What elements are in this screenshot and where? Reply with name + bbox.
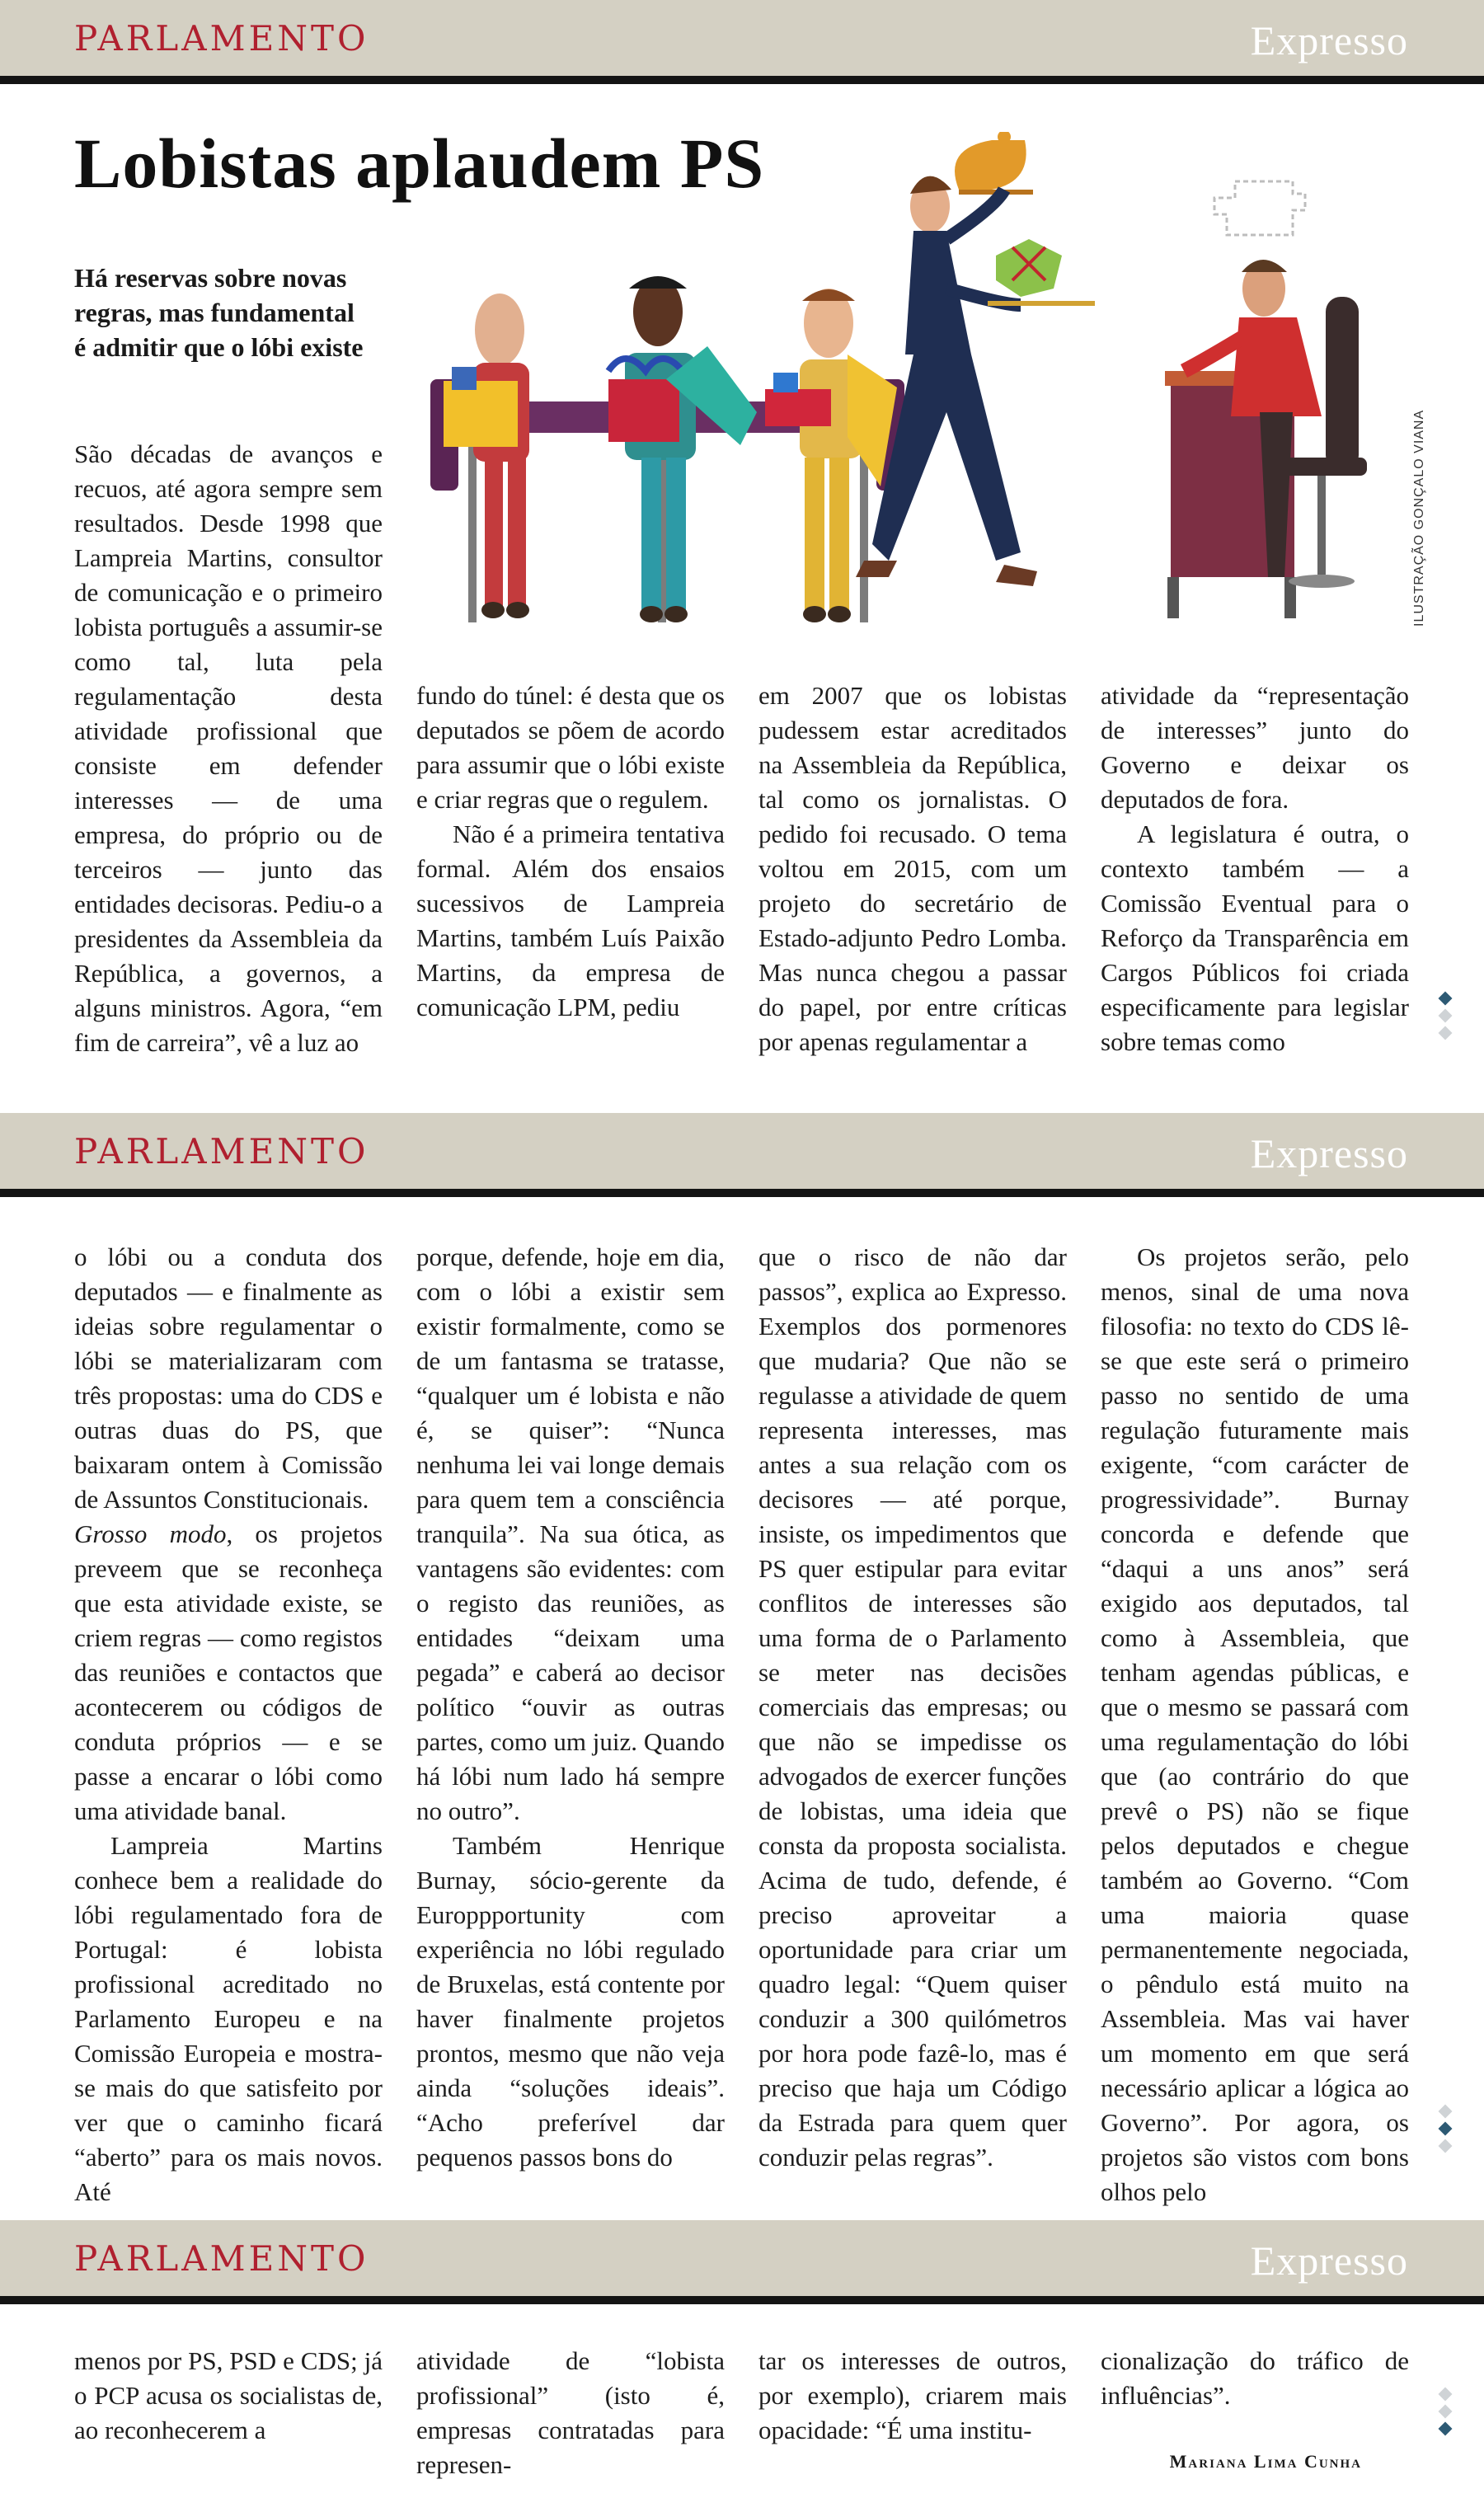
page1-column-4 xyxy=(1101,678,1409,1059)
page-dot-1[interactable] xyxy=(1439,2388,1453,2402)
page3-column-3 xyxy=(758,2344,1067,2448)
paragraph: tar os interesses de outros, por exemplo), criarem mais opacidade: “É uma institu- xyxy=(758,2346,1067,2444)
paragraph: cionalização do tráfico de influências”. xyxy=(1101,2346,1409,2410)
paragraph: o lóbi ou a conduta dos deputados — e finalmente as ideias sobre regulamentar o lóbi se materializaram com três propostas: uma do CDS e outras duas do PS, que baixaram ontem à Comissão de Assuntos Constitucionais. xyxy=(74,1242,383,1514)
page2-column-3 xyxy=(758,1240,1067,2175)
section-label: PARLAMENTO xyxy=(74,2238,369,2279)
page-header xyxy=(0,0,1484,84)
paragraph: atividade da “representação de interesses” junto do Governo e deixar os deputados de fora. xyxy=(1101,681,1409,814)
page-dot-3[interactable] xyxy=(1439,1026,1453,1040)
paragraph: em 2007 que os lobistas pudessem estar acreditados na Assembleia da República, tal como os jornalistas. O pedido foi recusado. O tema voltou em 2015, com um projeto do secretário de Estado-adjunto Pedro Lomba. Mas nunca chegou a passar do papel, por entre críticas por apenas regulamentar a xyxy=(758,681,1067,1056)
page-dot-1[interactable] xyxy=(1439,2105,1453,2119)
page-indicator[interactable] xyxy=(1439,2106,1451,2158)
lobbyist-figure-2 xyxy=(608,276,757,622)
paragraph: Não é a primeira tentativa formal. Além dos ensaios sucessivos de Lampreia Martins, também Luís Paixão Martins, da empresa de comunicação LPM, pediu xyxy=(416,819,725,1021)
article-headline: Lobistas aplaudem PS xyxy=(74,124,765,203)
page-dot-1[interactable] xyxy=(1439,992,1453,1006)
paragraph: Lampreia Martins conhece bem a realidade do lóbi regulamentado fora de Portugal: é lobista profissional acreditado no Parlamento Europeu e na Comissão Europeia e mostra-se mais do que satisfeito por ver que o caminho ficará “aberto” para os mais novos. Até xyxy=(74,1831,383,2206)
page1-column-1 xyxy=(74,437,383,1060)
page-2 xyxy=(0,1113,1484,2220)
page-dot-3[interactable] xyxy=(1439,2139,1453,2153)
illustration-credit: ILUSTRAÇÃO GONÇALO VIANA xyxy=(1412,409,1426,627)
paragraph: Os projetos serão, pelo menos, sinal de uma nova filosofia: no texto do CDS lê-se que este será o primeiro passo no sentido de uma regulação futuramente mais exigente, “com carácter de progressividade”. Burnay concorda e defende que “daqui a uns anos” será exigido aos deputados, tal como à Assembleia, que tenham agendas públicas, e que o mesmo se passará com uma regulamentação do lóbi que (ao contrário do que prevê o PS) não se fique pelos deputados e chegue também ao Governo. “Com uma maioria quase permanentemente negociada, o pêndulo está muito na Assembleia. Mas vai haver um momento em que será necessário aplicar a lógica ao Governo”. Por agora, os projetos são vistos com bons olhos pelo xyxy=(1101,1242,1409,2206)
paragraph: atividade de “lobista profissional” (isto é, empresas contratadas para represen- xyxy=(416,2346,725,2479)
page2-column-1 xyxy=(74,1240,383,2209)
paragraph: porque, defende, hoje em dia, com o lóbi a existir sem existir formalmente, como se de um fantasma se tratasse, “qualquer um é lobista e não é, se quiser”: “Nunca nenhuma lei vai longe demais para quem tem a consciência tranquila”. Na sua ótica, as vantagens são evidentes: com o registo das reuniões, as entidades “deixam uma pegada” e caberá ao decisor político “ouvir as outras partes, como um juiz. Quando há lóbi num lado há sempre no outro”. xyxy=(416,1242,725,1825)
page-dot-2[interactable] xyxy=(1439,2122,1453,2136)
page-dot-2[interactable] xyxy=(1439,2405,1453,2419)
paragraph: A legislatura é outra, o contexto também — a Comissão Eventual para o Reforço da Transparência em Cargos Públicos foi criada especificamente para legislar sobre temas como xyxy=(1101,819,1409,1056)
publication-logo[interactable]: Expresso xyxy=(1250,17,1408,63)
page1-column-2 xyxy=(416,678,725,1025)
publication-logo[interactable]: Expresso xyxy=(1250,1130,1408,1176)
page2-column-2 xyxy=(416,1240,725,2175)
paragraph: fundo do túnel: é desta que os deputados se põem de acordo para assumir que o lóbi existe e criar regras que o regulem. xyxy=(416,681,725,814)
page-header xyxy=(0,1113,1484,1197)
article-lead: Há reservas sobre novas regras, mas fundamental é admitir que o lóbi existe xyxy=(74,263,364,362)
page-3 xyxy=(0,2220,1484,2498)
page-indicator[interactable] xyxy=(1439,2389,1451,2441)
desk-figure xyxy=(1165,181,1367,618)
page1-column-3 xyxy=(758,678,1067,1059)
italic-phrase: Grosso modo xyxy=(74,1519,227,1548)
page-dot-2[interactable] xyxy=(1439,1009,1453,1023)
page-header xyxy=(0,2220,1484,2304)
paragraph: São décadas de avanços e recuos, até agora sempre sem resultados. Desde 1998 que Lampreia Martins, consultor de comunicação e o primeiro lobista português a assumir-se como tal, luta pela regulamentação desta atividade profissional que consiste em defender interesses — de uma empresa, do próprio ou de terceiros — junto das entidades decisoras. Pediu-o a presidentes da Assembleia da República, a governos, a alguns ministros. Agora, “em fim de carreira”, vê a luz ao xyxy=(74,439,383,1057)
page3-column-4 xyxy=(1101,2344,1409,2413)
page3-column-2 xyxy=(416,2344,725,2482)
waitress-figure xyxy=(856,132,1095,586)
paragraph: Também Henrique Burnay, sócio-gerente da Europpportunity com experiência no lóbi regulado de Bruxelas, está contente por haver finalmente projetos prontos, mesmo que não veja ainda “soluções ideais”. “Acho preferível dar pequenos passos bons do xyxy=(416,1831,725,2172)
article-illustration xyxy=(419,132,1408,643)
section-label: PARLAMENTO xyxy=(74,1131,369,1172)
page-dot-3[interactable] xyxy=(1439,2422,1453,2436)
section-label: PARLAMENTO xyxy=(74,18,369,59)
publication-logo[interactable]: Expresso xyxy=(1250,2237,1408,2284)
page-indicator[interactable] xyxy=(1439,993,1451,1045)
article-byline: Mariana Lima Cunha xyxy=(1169,2451,1362,2472)
page3-column-1 xyxy=(74,2344,383,2448)
paragraph: que o risco de não dar passos”, explica ao Expresso. Exemplos dos pormenores que mudaria? Que não se regulasse a atividade de quem representa interesses, mas antes a sua relação com os decisores — até porque, insiste, os impedimentos que PS quer estipular para evitar conflitos de interesses são uma forma de o Parlamento se meter nas decisões comerciais das empresas; ou que não se impedisse os advogados de exercer funções de lobistas, uma ideia que consta da proposta socialista. Acima de tudo, defende, é preciso aproveitar a oportunidade para criar um quadro legal: “Quem quiser conduzir a 300 quilómetros por hora pode fazê-lo, mas é preciso que haja um Código da Estrada para quem quer conduzir pelas regras”. xyxy=(758,1242,1067,2172)
paragraph: Grosso modo, os projetos preveem que se reconheça que esta atividade existe, se criem regras — como registos das reuniões e contactos que acontecerem ou códigos de conduta próprios — e se passe a encarar o lóbi como uma atividade banal. xyxy=(74,1519,383,1825)
page-1 xyxy=(0,0,1484,1113)
paragraph: menos por PS, PSD e CDS; já o PCP acusa os socialistas de, ao reconhecerem a xyxy=(74,2346,383,2444)
page2-column-4 xyxy=(1101,1240,1409,2209)
